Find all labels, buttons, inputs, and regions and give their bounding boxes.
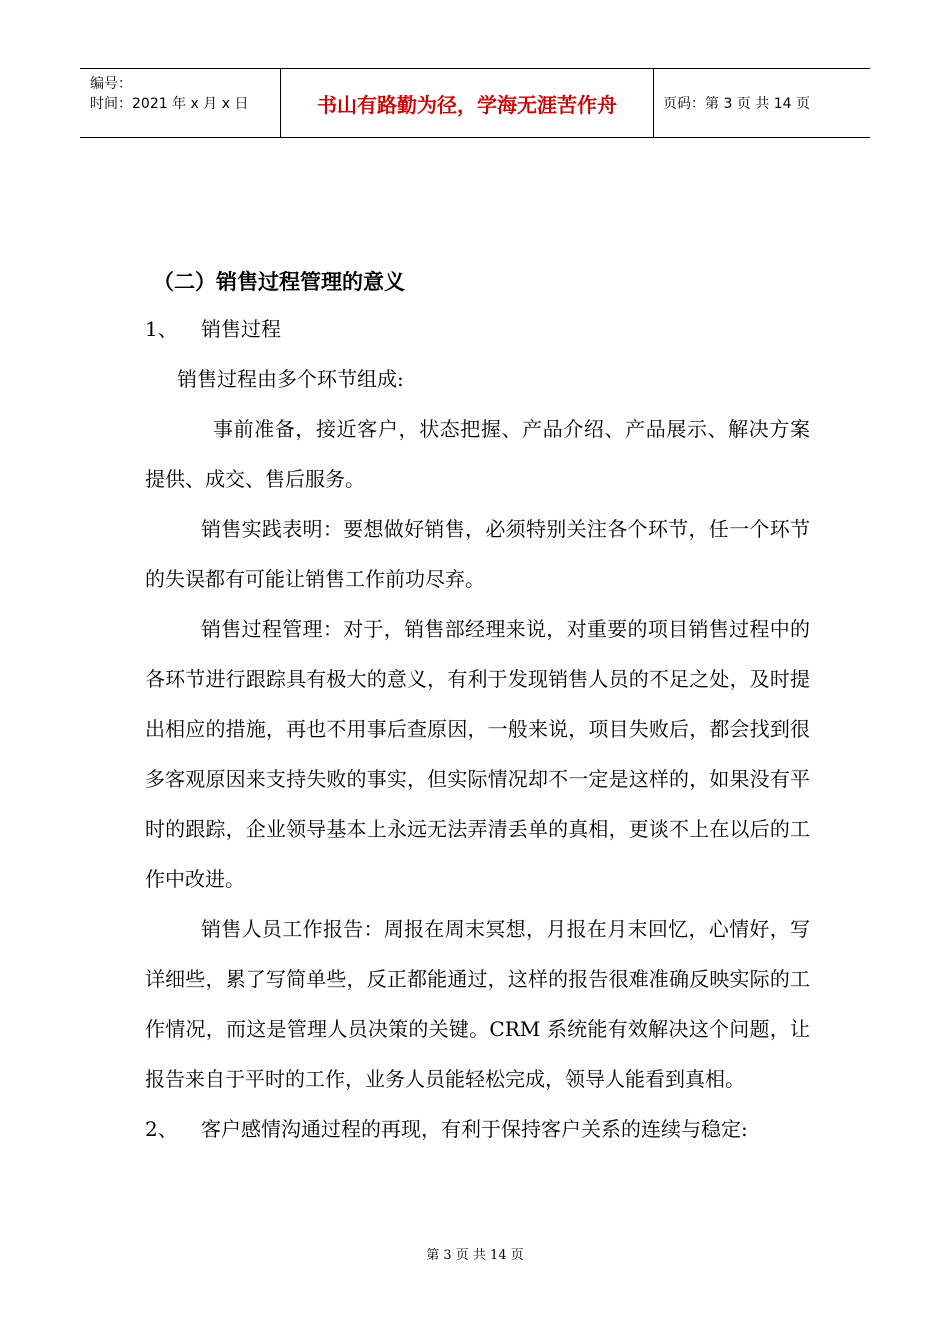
list-item-1-number: 1、 bbox=[145, 317, 178, 341]
list-item-2-title: 客户感情沟通过程的再现，有利于保持客户关系的连续与稳定: bbox=[201, 1117, 748, 1141]
header-motto: 书山有路勤为径，学海无涯苦作舟 bbox=[317, 93, 617, 117]
list-item-1 bbox=[145, 304, 810, 354]
paragraph-4: 销售过程管理：对于，销售部经理来说，对重要的项目销售过程中的各环节进行跟踪具有极大的意义，有利于发现销售人员的不足之处，及时提出相应的措施，再也不用事后查原因，一般来说，项目失败后，都会找到很多客观原因来支持失败的事实，但实际情况却不一定是这样的，如果没有平时的跟踪，企业领导基本上永远无法弄清丢单的真相，更谈不上在以后的工作中改进。 bbox=[145, 617, 810, 891]
paragraph-5: 销售人员工作报告：周报在周末冥想，月报在月末回忆，心情好，写详细些，累了写简单些，反正都能通过，这样的报告很难准确反映实际的工作情况，而这是管理人员决策的关键。CRM 系统能有效解决这个问题，让报告来自于平时的工作，业务人员能轻松完成，领导人能看到真相。 bbox=[145, 917, 810, 1091]
document-number-label: 编号： bbox=[90, 76, 132, 92]
page-footer: 第 3 页 共 14 页 bbox=[426, 1248, 524, 1263]
header-page-number: 页码：第 3 页 共 14 页 bbox=[663, 96, 810, 112]
section-title: （二）销售过程管理的意义 bbox=[153, 270, 405, 294]
document-body bbox=[145, 260, 810, 1154]
paragraph-2: 事前准备，接近客户，状态把握、产品介绍、产品展示、解决方案提供、成交、售后服务。 bbox=[145, 417, 810, 491]
header-page-cell bbox=[653, 69, 870, 137]
page-header bbox=[80, 68, 870, 138]
document-date-label: 时间：2021 年 x 月 x 日 bbox=[90, 96, 249, 112]
header-motto-cell bbox=[280, 69, 654, 137]
list-item-1-title: 销售过程 bbox=[201, 317, 281, 341]
header-info-cell bbox=[80, 69, 280, 137]
list-item-2-number: 2、 bbox=[145, 1117, 178, 1141]
paragraph-1: 销售过程由多个环节组成: bbox=[177, 367, 404, 391]
paragraph-3: 销售实践表明：要想做好销售，必须特别关注各个环节，任一个环节的失误都有可能让销售工作前功尽弃。 bbox=[145, 517, 810, 591]
list-item-2 bbox=[145, 1104, 810, 1154]
